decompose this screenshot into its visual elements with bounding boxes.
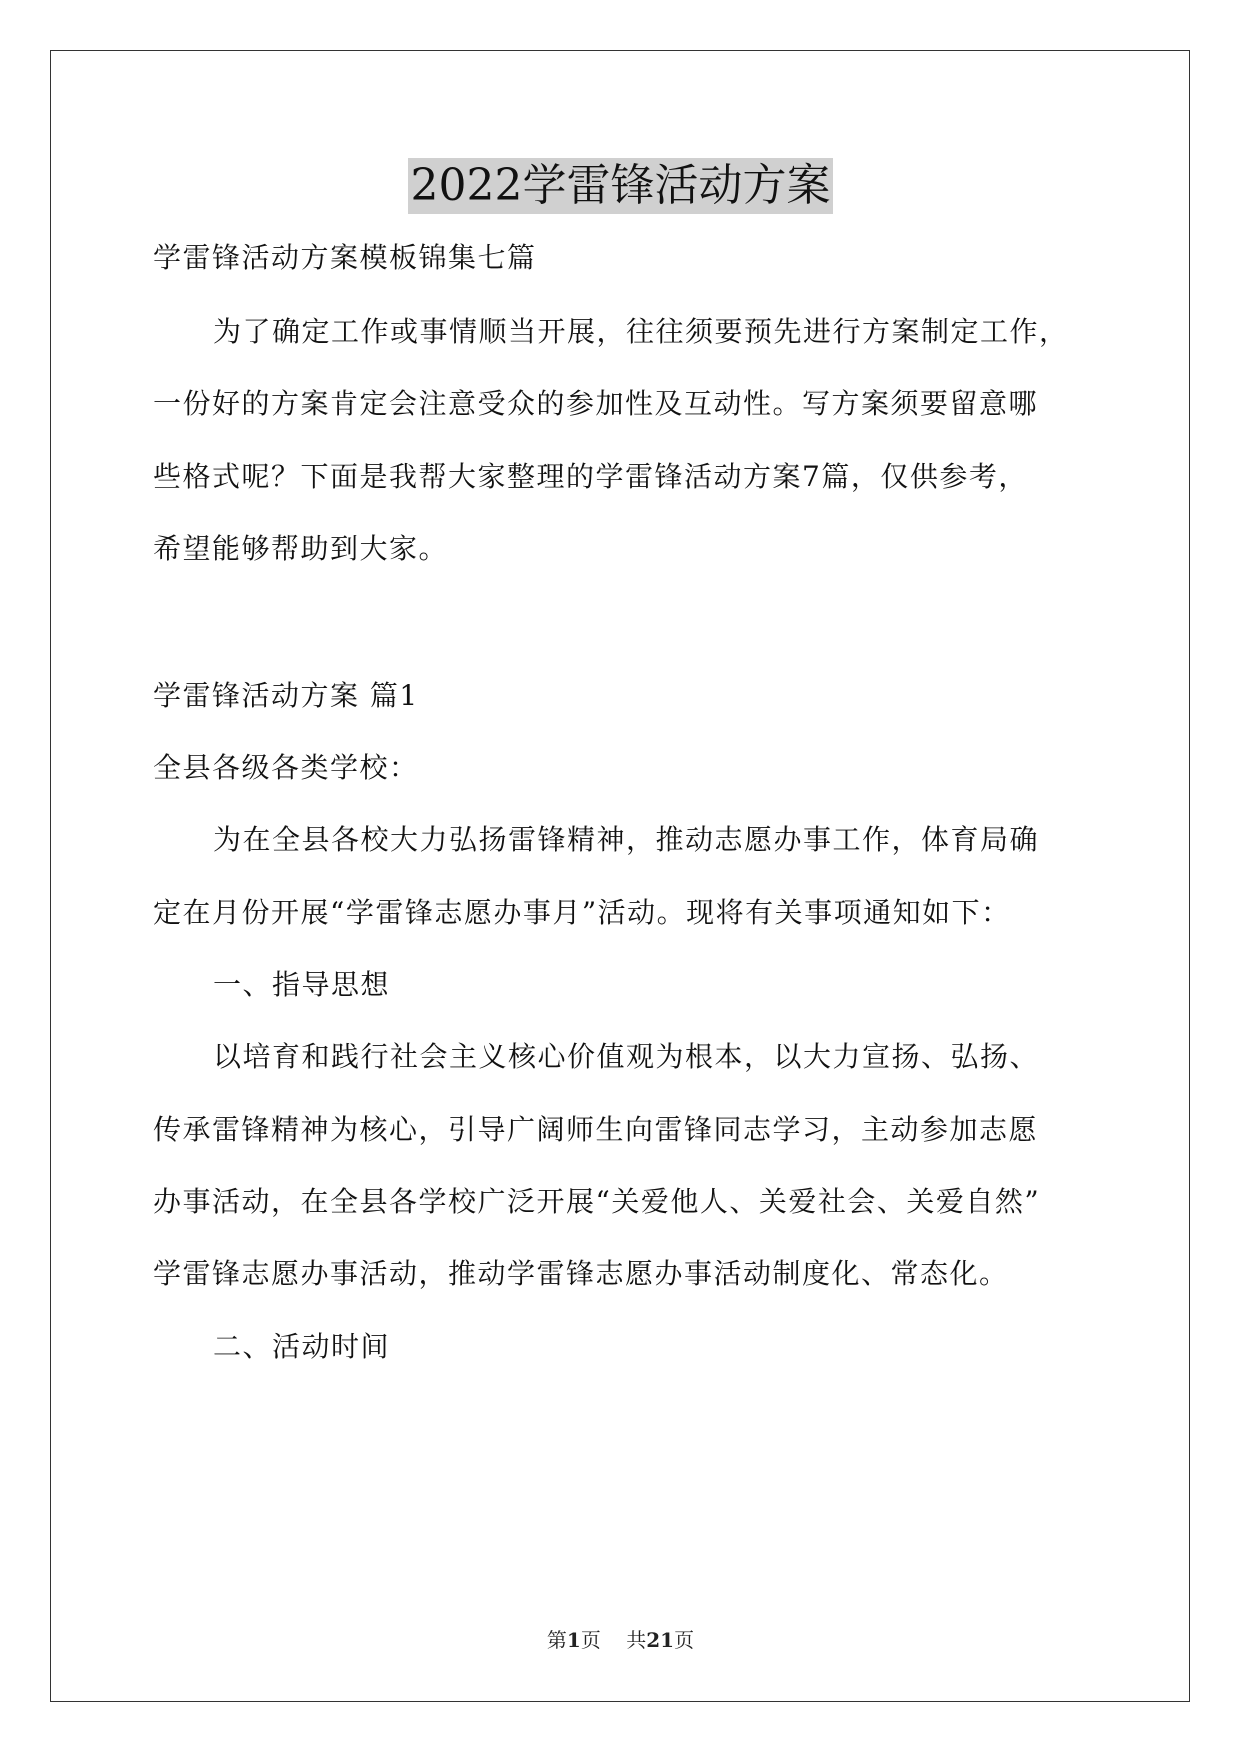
footer-prefix: 第 [546, 1628, 567, 1652]
salutation: 全县各级各类学校： [153, 751, 419, 784]
intro-line-2: 一份好的方案肯定会注意受众的参加性及互动性。写方案须要留意哪 [153, 387, 1039, 420]
heading-guiding-ideology: 一、指导思想 [213, 968, 391, 1001]
footer-suffix: 页 [674, 1628, 695, 1652]
paragraph-1-line-2: 定在月份开展“学雷锋志愿办事月”活动。现将有关事项通知如下： [153, 896, 1011, 929]
page-footer [0, 1626, 1241, 1654]
intro-line-4: 希望能够帮助到大家。 [153, 532, 449, 565]
paragraph-2-line-3: 办事活动，在全县各学校广泛开展“关爱他人、关爱社会、关爱自然” [153, 1185, 1041, 1218]
document-subtitle: 学雷锋活动方案模板锦集七篇 [153, 241, 537, 274]
footer-total-pages: 21 [646, 1628, 675, 1652]
page-border [50, 50, 1190, 1702]
section-heading: 学雷锋活动方案 篇1 [153, 679, 419, 712]
footer-mid: 页 共 [580, 1628, 647, 1652]
document-title [0, 158, 1241, 214]
intro-line-3: 些格式呢？下面是我帮大家整理的学雷锋活动方案7篇，仅供参考， [153, 460, 1028, 493]
intro-line-1: 为了确定工作或事情顺当开展，往往须要预先进行方案制定工作， [213, 315, 1069, 348]
paragraph-2-line-4: 学雷锋志愿办事活动，推动学雷锋志愿办事活动制度化、常态化。 [153, 1257, 1009, 1290]
document-title-text: 2022学雷锋活动方案 [408, 158, 834, 214]
paragraph-2-line-2: 传承雷锋精神为核心，引导广阔师生向雷锋同志学习，主动参加志愿 [153, 1113, 1039, 1146]
paragraph-1-line-1: 为在全县各校大力弘扬雷锋精神，推动志愿办事工作，体育局确 [213, 823, 1040, 856]
footer-page-number: 1 [566, 1628, 581, 1652]
paragraph-2-line-1: 以培育和践行社会主义核心价值观为根本，以大力宣扬、弘扬、 [213, 1040, 1040, 1073]
heading-activity-time: 二、活动时间 [213, 1330, 391, 1363]
